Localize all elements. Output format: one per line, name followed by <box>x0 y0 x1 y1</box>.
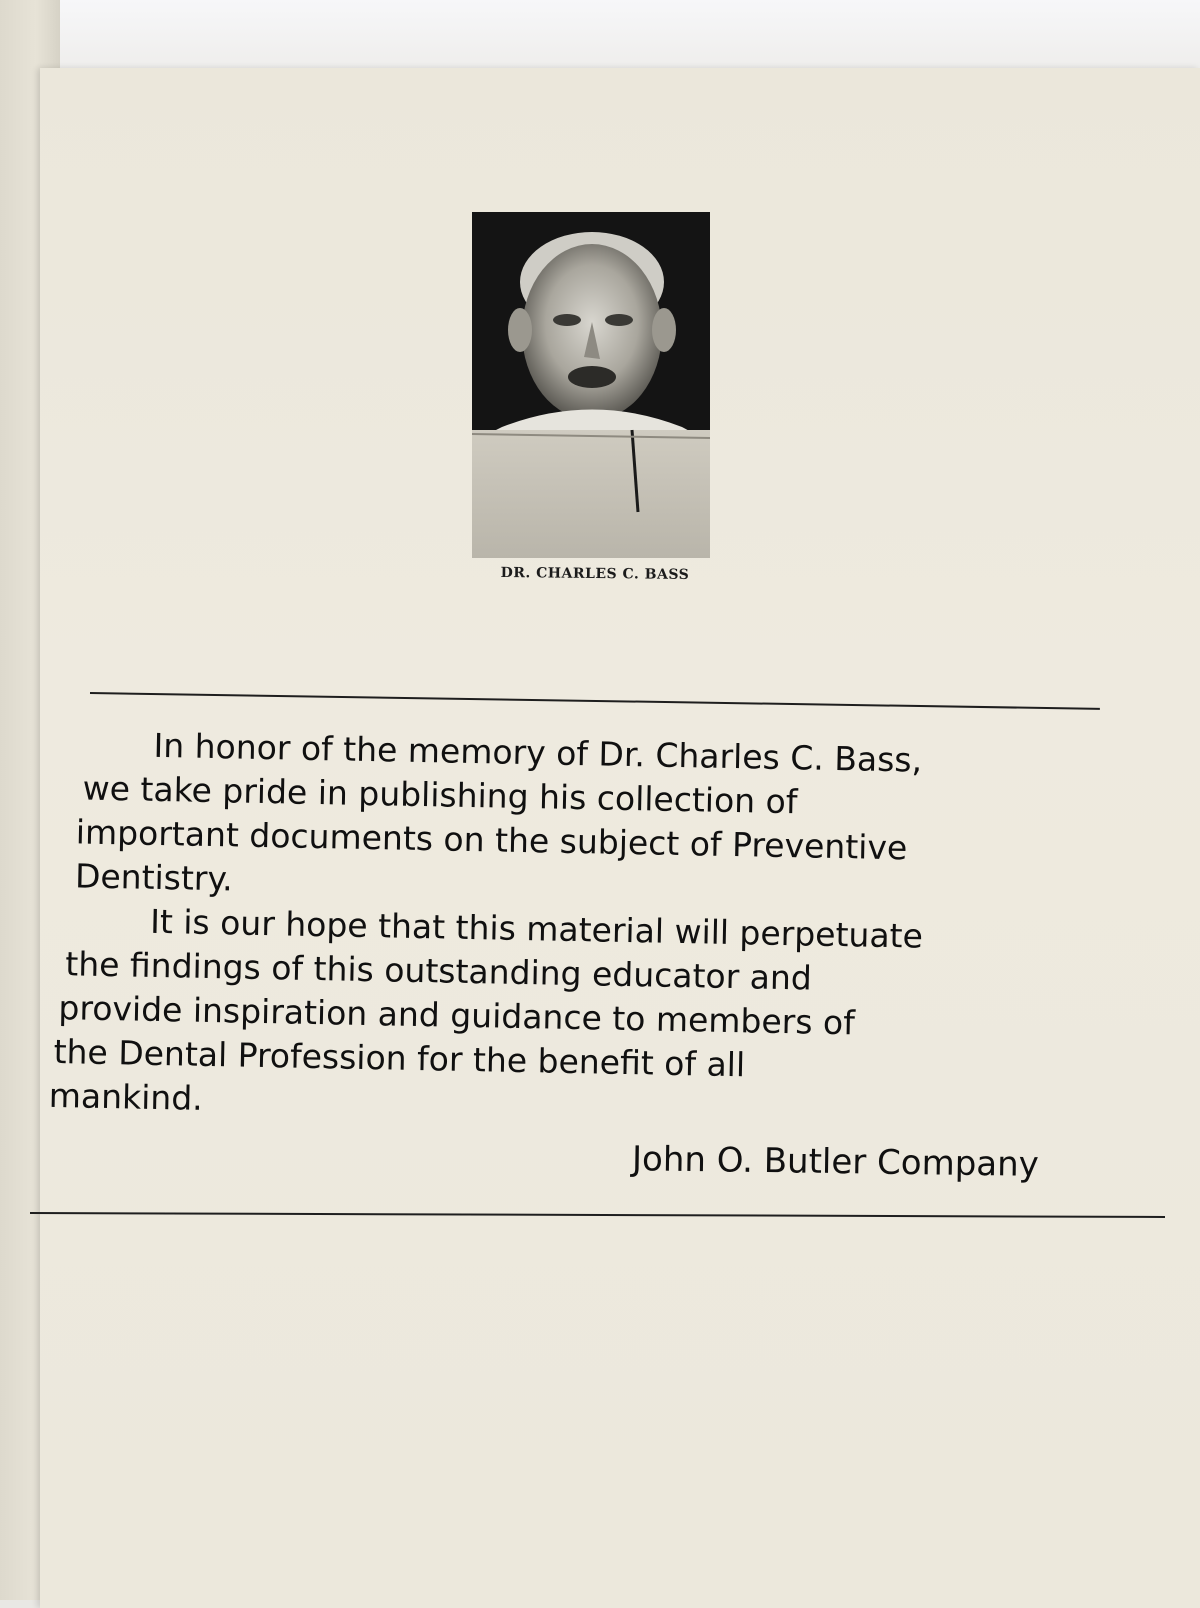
dedication-text <box>48 722 1135 1139</box>
dedication-line: In honor of the memory of Dr. Charles C. Bass, <box>153 725 923 780</box>
dedication-line: the findings of this outstanding educator and <box>64 944 813 998</box>
dedication-line: the Dental Profession for the benefit of all <box>53 1032 746 1085</box>
dedication-line: Dentistry. <box>74 856 234 899</box>
signature-company: John O. Butler Company <box>631 1139 1040 1185</box>
dedication-line: It is our hope that this material will perpetuate <box>149 901 924 956</box>
dedication-line: important documents on the subject of Preventive <box>75 812 908 868</box>
dedication-line: provide inspiration and guidance to members of <box>58 988 856 1043</box>
portrait-image <box>472 212 710 558</box>
photo-caption: DR. CHARLES C. BASS <box>500 565 690 583</box>
dedication-line: we take pride in publishing his collection of <box>82 768 798 822</box>
dedication-line: mankind. <box>48 1075 204 1118</box>
portrait-photo <box>472 212 710 558</box>
